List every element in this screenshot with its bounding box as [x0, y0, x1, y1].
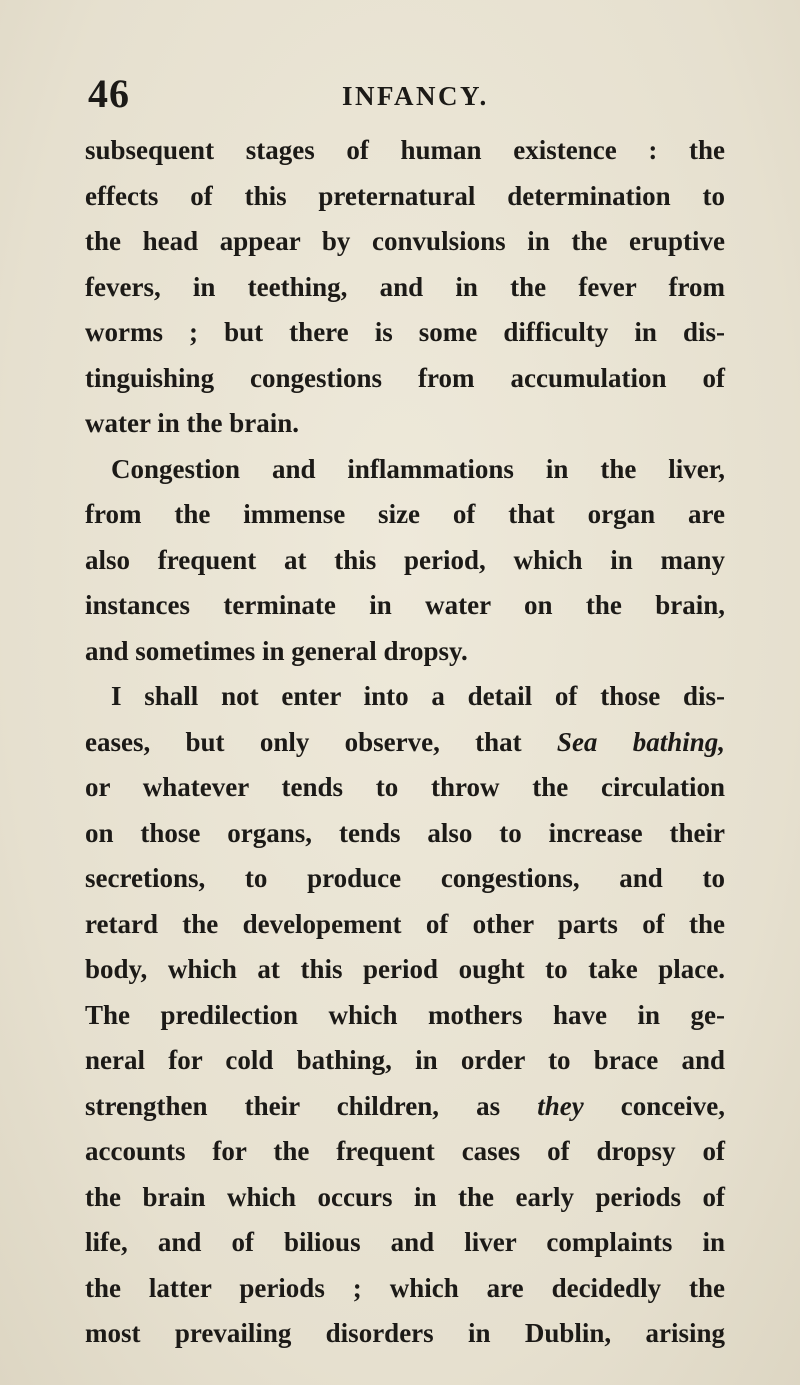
running-head	[88, 72, 718, 116]
running-title: INFANCY.	[342, 81, 489, 111]
text-line: water in the brain.	[85, 408, 299, 438]
text-segment: strengthen their children, as	[85, 1090, 538, 1121]
page-number: 46	[88, 71, 130, 116]
text-line-with-italic	[85, 1084, 725, 1130]
text-line: life, and of bilious and liver complaints in	[85, 1227, 725, 1257]
body-text	[85, 128, 725, 1357]
text-line: fevers, in teething, and in the fever from	[85, 271, 725, 302]
text-line: tinguishing congestions from accumulation of	[85, 362, 725, 393]
text-line: body, which at this period ought to take place.	[85, 954, 725, 984]
text-line: instances terminate in water on the brain,	[85, 590, 725, 620]
text-line: from the immense size of that organ are	[85, 499, 725, 529]
text-line: the head appear by convulsions in the eruptive	[85, 226, 725, 256]
italic-phrase: Sea bathing,	[556, 726, 725, 757]
text-line: subsequent stages of human existence : the	[85, 135, 725, 165]
italic-word: they	[537, 1090, 584, 1121]
text-line: and sometimes in general dropsy.	[85, 635, 468, 666]
text-segment: eases, but only observe, that	[85, 726, 557, 757]
text-line: effects of this preternatural determination to	[85, 180, 725, 211]
text-line: worms ; but there is some difficulty in dis-	[85, 317, 725, 347]
text-line: or whatever tends to throw the circulation	[85, 772, 725, 802]
text-line: The predilection which mothers have in ge-	[85, 999, 725, 1030]
text-line: neral for cold bathing, in order to brace and	[85, 1045, 725, 1075]
text-line: also frequent at this period, which in many	[85, 544, 725, 575]
text-segment: conceive,	[583, 1090, 726, 1121]
text-line-with-italic	[85, 720, 725, 766]
paragraph-start-line: I shall not enter into a detail of those dis-	[111, 681, 725, 711]
text-line: secretions, to produce congestions, and to	[85, 863, 725, 893]
text-line: the latter periods ; which are decidedly the	[85, 1272, 725, 1303]
paragraph-start-line: Congestion and inflammations in the liver,	[111, 453, 725, 484]
text-line: accounts for the frequent cases of dropsy of	[85, 1136, 725, 1166]
text-line: retard the developement of other parts of the	[85, 908, 725, 939]
text-line: most prevailing disorders in Dublin, arising	[85, 1318, 725, 1348]
text-line: the brain which occurs in the early periods of	[85, 1181, 725, 1212]
text-line: on those organs, tends also to increase their	[85, 817, 725, 848]
